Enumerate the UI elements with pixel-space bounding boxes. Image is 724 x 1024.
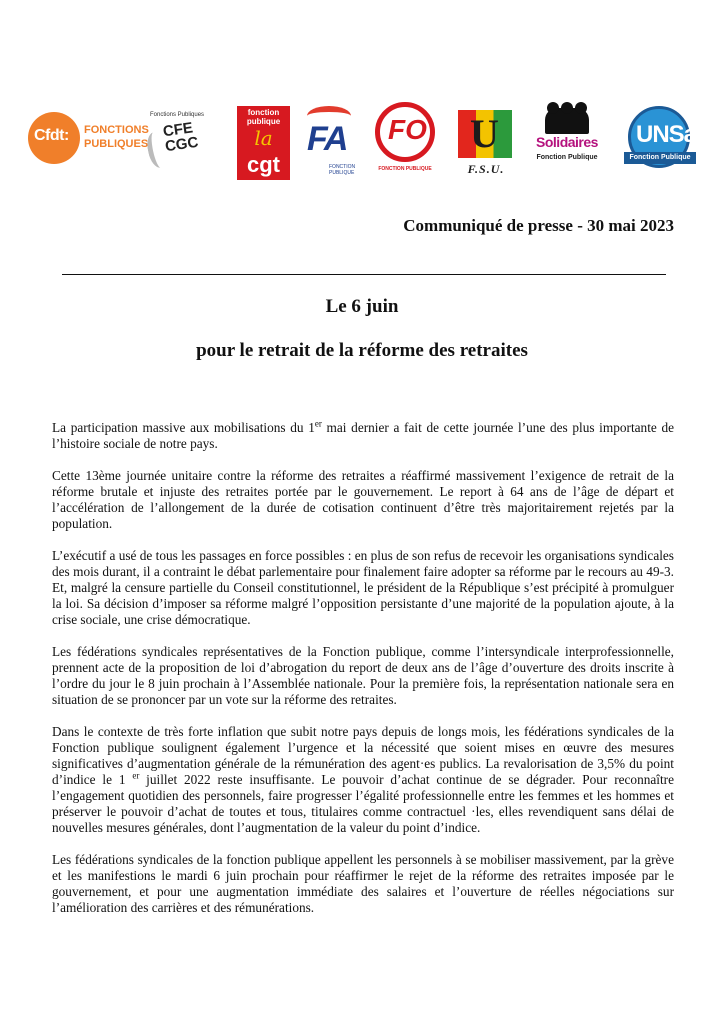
cfdt-line1: FONCTIONS: [84, 124, 149, 136]
unsa-logo: [624, 106, 696, 176]
paragraph-3: L’exécutif a usé de tous les passages en force possibles : en plus de son refus de recevoir les organisations syndicales des mois durant, il a contraint le débat parlementaire pour finalement faire adopter sa réforme par le recours au 49-3. Et, malgré la censure partielle du Conseil constitutionnel, le président de la République s’est précipité à promulguer la loi. Sa décision d’imposer sa réforme malgré l’opposition persistante d’une majorité de la population ajoute, à la crise sociale, une crise démocratique.: [52, 548, 674, 627]
fsu-box: [458, 110, 512, 158]
solidaires-sub: Fonction Publique: [536, 154, 598, 161]
p5-part-b: juillet 2022 reste insuffisante. Le pouvoir d’achat continue de se dégrader. Pour reconnaître l’engagement quotidien des personnels, faire progresser l’égalité professionnelle entre les femmes et les hommes et préserver le pouvoir d’achat de toutes et tous, titulaires comme contractuel ·les, elles revendiquent sans délai de nouvelles mesures générales, dont l’augmentation de la valeur du point d’indice.: [52, 772, 674, 835]
paragraph-5: [52, 724, 674, 836]
solidaires-logo: [527, 108, 607, 174]
fsu-name: F.S.U.: [467, 162, 505, 176]
cfe-line: CFE: [161, 119, 195, 141]
p1-sup: er: [314, 418, 322, 429]
cgt-line1: fonction: [247, 108, 280, 117]
solidaires-name: Solidaires: [536, 134, 598, 150]
cgt-header-text: [237, 108, 290, 126]
fsu-logo: [458, 110, 514, 180]
cfdt-text: [84, 123, 149, 151]
paragraph-2: Cette 13ème journée unitaire contre la réforme des retraites a réaffirmé massivement l’exigence de retrait de la réforme brutale et injuste des retraites portée par le gouvernement. Le report à 64 ans de l’âge de départ et l’accélération de l’allongement de la durée de cotisation continuent d’être très majoritairement rejetés par la population.: [52, 468, 674, 531]
cfe-cgc-logo: [146, 112, 222, 172]
cgc-line: CGC: [164, 133, 200, 156]
fa-sub: FONCTION PUBLIQUE: [329, 164, 356, 176]
p5-sup: er: [132, 770, 140, 781]
paragraph-1: [52, 420, 674, 452]
p1-part-a: La participation massive aux mobilisations du 1: [52, 420, 315, 435]
paragraph-6: Les fédérations syndicales de la fonction publique appellent les personnels à se mobiliser massivement, par la grève et les manifestions le mardi 6 juin prochain pour réaffirmer le rejet de la réforme des retraites imposée par le gouvernement, et pour une augmentation immédiate des salaires et l’ouverture de réelles négociations sur l’amélioration des carrières et des rémunérations.: [52, 852, 674, 915]
fa-logo: [303, 106, 359, 176]
unsa-sub: Fonction Publique: [624, 152, 696, 164]
cgt-logo: [237, 106, 290, 180]
cgt-line2: publique: [246, 117, 281, 126]
paragraph-4: Les fédérations syndicales représentatives de la Fonction publique, comme l’intersyndicale interprofessionnelle, prennent acte de la proposition de loi d’abrogation du report de deux ans de l’âge d’ouverture des droits inscrite à l’ordre du jour le 8 juin prochain à l’Assemblée nationale. Pour la première fois, la représentation nationale sera en situation de se prononcer par un vote sur la réforme des retraites.: [52, 644, 674, 707]
cgt-name: cgt: [247, 152, 280, 177]
cfdt-logo: [28, 112, 149, 164]
cgt-script: la: [254, 126, 273, 150]
union-logos-row: [28, 100, 696, 184]
unsa-name: UNSa: [636, 121, 697, 148]
divider: [62, 274, 666, 275]
fa-name: FA: [307, 120, 347, 158]
cfe-cgc-text: [162, 120, 199, 154]
fo-logo: [373, 102, 437, 178]
cfdt-mark: Cfdt:: [34, 127, 69, 144]
cfdt-line2: PUBLIQUES: [84, 138, 149, 150]
p5-part-a: Dans le contexte de très forte inflation que subit notre pays depuis de longs mois, les fédérations syndicales de la Fonction publique soulignent également l’urgence et la nécessité que soient mises en œuvre des mesures significatives d’augmentation générale de la rémunération des agent·es publics. La revalorisation de 3,5% du point d’indice le 1: [52, 724, 674, 787]
page-title: Le 6 juin: [325, 296, 399, 317]
press-release-date: Communiqué de presse - 30 mai 2023: [403, 216, 674, 235]
cfdt-circle: [28, 112, 80, 164]
cfe-cgc-small-text: Fonctions Publiques: [150, 112, 205, 118]
fo-ring: [375, 102, 435, 162]
fsu-mark: U: [470, 111, 499, 156]
page-subtitle: pour le retrait de la réforme des retraites: [196, 340, 528, 361]
p1-part-b: mai dernier a fait de cette journée l’une des plus importante de l’histoire sociale de notre pays.: [52, 420, 675, 451]
fo-name: FO: [388, 114, 427, 145]
fo-sub: FONCTION PUBLIQUE: [378, 166, 432, 172]
document-body: [52, 420, 674, 932]
solidaires-crowd-icon: [545, 108, 589, 134]
